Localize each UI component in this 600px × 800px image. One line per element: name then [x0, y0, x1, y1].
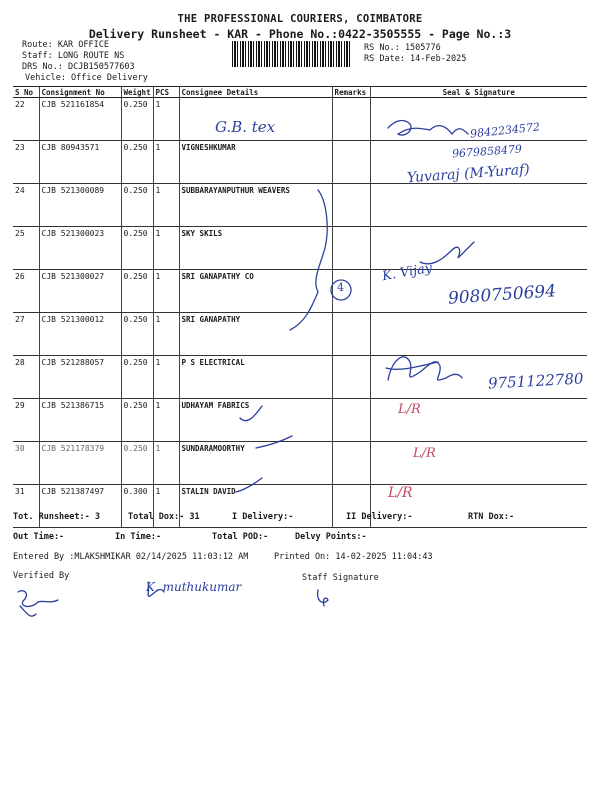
row-weight: 0.250 [121, 270, 153, 313]
row-weight: 0.300 [121, 485, 153, 528]
row-pcs: 1 [153, 98, 179, 141]
row-pcs: 1 [153, 399, 179, 442]
handwritten-lr-1: L/R [398, 402, 421, 417]
staff-label: Staff: LONG ROUTE NS [22, 51, 125, 61]
row-consignee: STALIN DAVID [179, 485, 332, 528]
handwritten-gb-tex: G.B. tex [215, 118, 276, 136]
drs-number: DRS No.: DCJB150577603 [22, 62, 135, 72]
row-sno: 25 [13, 227, 39, 270]
row-consignee: SRI GANAPATHY CO [179, 270, 332, 313]
row-sno: 28 [13, 356, 39, 399]
row-pcs: 1 [153, 313, 179, 356]
col-signature: Seal & Signature [370, 87, 587, 98]
col-weight: Weight [121, 87, 153, 98]
handwritten-k-signature: K. Vijay [381, 260, 434, 285]
runsheet-title: Delivery Runsheet - KAR - Phone No.:0422-3505555 - Page No.:3 [88, 27, 512, 41]
row-weight: 0.250 [121, 227, 153, 270]
row-consignee: SUBBARAYANPUTHUR WEAVERS [179, 184, 332, 227]
row-weight: 0.250 [121, 356, 153, 399]
row-pcs: 1 [153, 270, 179, 313]
handwritten-lr-3: L/R [388, 485, 413, 501]
total-dox: Total Dox:- 31 [128, 512, 200, 522]
row-consignee: SUNDARAMOORTHY [179, 442, 332, 485]
row-pcs: 1 [153, 442, 179, 485]
row-consignment: CJB 521178379 [39, 442, 121, 485]
row-pcs: 1 [153, 227, 179, 270]
printed-on: Printed On: 14-02-2025 11:04:43 [274, 552, 433, 562]
col-sno: S No [13, 87, 39, 98]
row-pcs: 1 [153, 141, 179, 184]
row-sno: 30 [13, 442, 39, 485]
rs-number: RS No.: 1505776 [364, 43, 441, 53]
handwritten-phone-3: 9080750694 [447, 281, 557, 309]
delvy-points: Delvy Points:- [295, 532, 367, 542]
out-time: Out Time:- [13, 532, 65, 542]
in-time: In Time:- [115, 532, 162, 542]
row-consignment: CJB 521300023 [39, 227, 121, 270]
row-sno: 24 [13, 184, 39, 227]
i-delivery: I Delivery:- [232, 512, 294, 522]
handwritten-phone-2: 9679858479 [451, 142, 523, 161]
row-pcs: 1 [153, 485, 179, 528]
row-sno: 22 [13, 98, 39, 141]
verified-by: Verified By [13, 571, 70, 581]
row-consignee: P S ELECTRICAL [179, 356, 332, 399]
col-consignment: Consignment No [39, 87, 121, 98]
col-consignee: Consignee Details [179, 87, 332, 98]
col-pcs: PCS [153, 87, 179, 98]
handwritten-phone-4: 9751122780 [487, 369, 584, 393]
row-consignment: CJB 521288057 [39, 356, 121, 399]
handwritten-yuvaraj: Yuvaraj (M-Yuraf) [406, 161, 531, 187]
row-sno: 31 [13, 485, 39, 528]
row-weight: 0.250 [121, 313, 153, 356]
row-sno: 23 [13, 141, 39, 184]
row-consignee: SRI GANAPATHY [179, 313, 332, 356]
company-name: THE PROFESSIONAL COURIERS, COIMBATORE [177, 13, 423, 25]
col-remarks: Remarks [332, 87, 370, 98]
circled-number: 4 [337, 281, 344, 294]
handwritten-verified-signature: K. muthukumar [146, 580, 242, 594]
row-consignment: CJB 521387497 [39, 485, 121, 528]
row-weight: 0.250 [121, 98, 153, 141]
total-pod: Total POD:- [212, 532, 269, 542]
rs-date: RS Date: 14-Feb-2025 [364, 54, 467, 64]
ii-delivery: II Delivery:- [346, 512, 413, 522]
row-sno: 26 [13, 270, 39, 313]
row-weight: 0.250 [121, 399, 153, 442]
row-consignment: CJB 521300089 [39, 184, 121, 227]
row-consignee: SKY SKILS [179, 227, 332, 270]
row-sno: 27 [13, 313, 39, 356]
row-consignment: CJB 521300012 [39, 313, 121, 356]
handwritten-lr-2: L/R [413, 446, 436, 461]
handwritten-phone-1: 9842234572 [469, 120, 541, 141]
staff-signature: Staff Signature [302, 573, 379, 583]
route-label: Route: KAR OFFICE [22, 40, 109, 50]
row-consignment: CJB 521386715 [39, 399, 121, 442]
row-pcs: 1 [153, 356, 179, 399]
row-consignment: CJB 80943571 [39, 141, 121, 184]
row-consignment: CJB 521300027 [39, 270, 121, 313]
row-consignment: CJB 521161854 [39, 98, 121, 141]
tot-runsheet: Tot. Runsheet:- 3 [13, 512, 100, 522]
row-pcs: 1 [153, 184, 179, 227]
entered-by: Entered By :MLAKSHMIKAR 02/14/2025 11:03:12 AM [13, 552, 249, 562]
vehicle-label: Vehicle: Office Delivery [25, 73, 148, 83]
row-weight: 0.250 [121, 141, 153, 184]
row-consignee: VIGNESHKUMAR [179, 141, 332, 184]
rtn-dox: RTN Dox:- [468, 512, 515, 522]
row-weight: 0.250 [121, 442, 153, 485]
row-sno: 29 [13, 399, 39, 442]
row-consignee: UDHAYAM FABRICS [179, 399, 332, 442]
row-weight: 0.250 [121, 184, 153, 227]
